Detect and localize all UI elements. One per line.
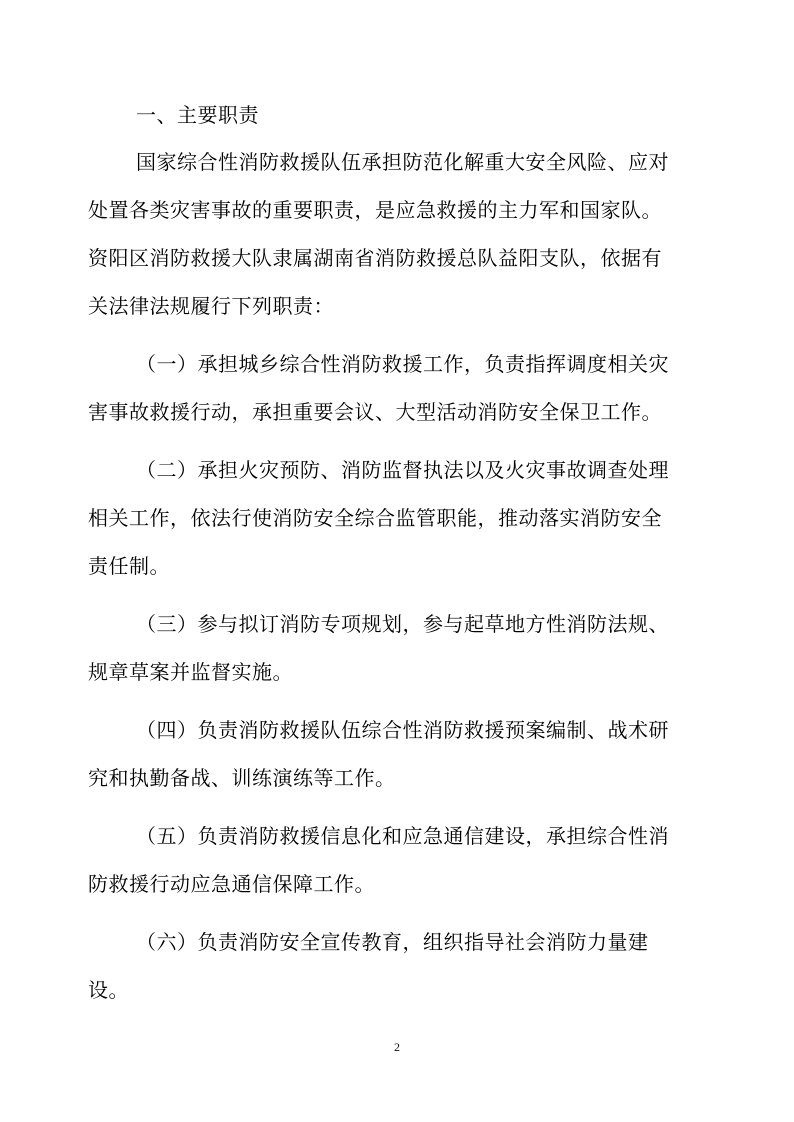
duty-item-5-line-2: 防救援行动应急通信保障工作。 (88, 872, 375, 896)
intro-line: 国家综合性消防救援队伍承担防范化解重大安全风险、应对 (136, 150, 669, 174)
duty-item-4-line-2: 究和执勤备战、训练演练等工作。 (88, 766, 396, 790)
duty-item-6-line-1: （六）负责消防安全宣传教育，组织指导社会消防力量建 (136, 930, 649, 954)
section-heading: 一、主要职责 (136, 103, 259, 127)
duty-item-3-line-2: 规章草案并监督实施。 (88, 660, 293, 684)
page-number: 2 (394, 1040, 400, 1054)
intro-line: 资阳区消防救援大队隶属湖南省消防救援总队益阳支队，依据有 (88, 246, 662, 270)
intro-line: 处置各类灾害事故的重要职责，是应急救援的主力军和国家队。 (88, 198, 662, 222)
duty-item-2-line-1: （二）承担火灾预防、消防监督执法以及火灾事故调查处理 (136, 458, 669, 482)
duty-item-2-line-3: 责任制。 (88, 554, 170, 578)
intro-line: 关法律法规履行下列职责： (88, 294, 334, 318)
duty-item-3-line-1: （三）参与拟订消防专项规划，参与起草地方性消防法规、 (136, 612, 669, 636)
duty-item-5-line-1: （五）负责消防救援信息化和应急通信建设，承担综合性消 (136, 824, 669, 848)
duty-item-1-line-2: 害事故救援行动，承担重要会议、大型活动消防安全保卫工作。 (88, 400, 662, 424)
duty-item-1-line-1: （一）承担城乡综合性消防救援工作，负责指挥调度相关灾 (136, 352, 669, 376)
duty-item-4-line-1: （四）负责消防救援队伍综合性消防救援预案编制、战术研 (136, 718, 669, 742)
duty-item-2-line-2: 相关工作，依法行使消防安全综合监管职能，推动落实消防安全 (88, 506, 662, 530)
duty-item-6-line-2: 设。 (88, 978, 129, 1002)
